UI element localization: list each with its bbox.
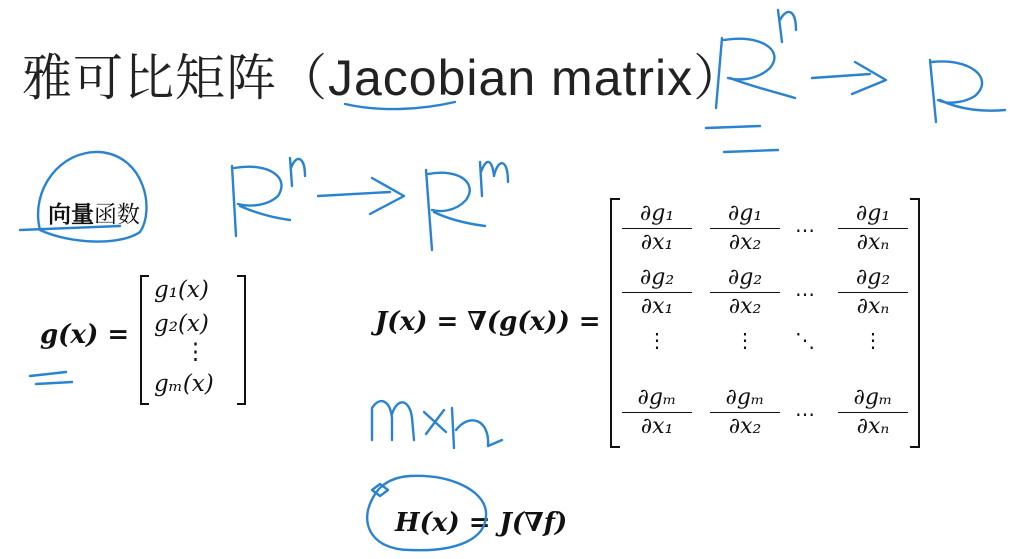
entry-m-1: $\frac{\text{∂gₘ}}{\text{∂x₁}}$ — [622, 384, 692, 441]
g-entry-2: g₂(x) — [154, 311, 209, 337]
entry-m-2: $\frac{\text{∂gₘ}}{\text{∂x₂}}$ — [710, 384, 780, 441]
section-label — [48, 196, 140, 229]
row1-hdots: ⋯ — [795, 218, 815, 242]
entry-2-2: $\frac{\text{∂g₂}}{\text{∂x₂}}$ — [710, 264, 780, 321]
coln-vdots: ⋮ — [863, 328, 883, 352]
left-bracket — [610, 198, 620, 448]
ink-underline-g-1 — [30, 372, 66, 376]
ink-rn-to-r — [706, 10, 1005, 152]
ink-rn-to-rm — [232, 158, 508, 250]
section-label-rest: 函数 — [94, 202, 140, 228]
entry-2-1: $\frac{\text{∂g₂}}{\text{∂x₁}}$ — [622, 264, 692, 321]
jacobian-matrix — [610, 198, 920, 448]
g-entry-vdots: ⋮ — [184, 339, 207, 365]
ink-underline-g-2 — [36, 382, 72, 384]
title-chinese: 雅可比矩阵 — [22, 49, 277, 107]
hessian-definition: H(x) = J(∇f) — [395, 508, 568, 538]
col1-vdots: ⋮ — [647, 328, 667, 352]
ink-m-by-n — [372, 401, 502, 448]
entry-2-n: $\frac{\text{∂g₂}}{\text{∂xₙ}}$ — [838, 264, 908, 321]
right-bracket — [910, 198, 920, 448]
entry-m-n: $\frac{\text{∂gₘ}}{\text{∂xₙ}}$ — [838, 384, 908, 441]
g-entry-1: g₁(x) — [154, 277, 209, 303]
col2-vdots: ⋮ — [735, 328, 755, 352]
entry-1-2: $\frac{\text{∂g₁}}{\text{∂x₂}}$ — [710, 200, 780, 257]
page-title — [22, 38, 744, 110]
right-bracket — [237, 275, 246, 405]
diag-ddots: ⋱ — [795, 328, 815, 352]
g-definition-lhs: g(x) = — [40, 320, 130, 350]
section-label-bold: 向量 — [48, 202, 94, 228]
g-entry-m: gₘ(x) — [154, 371, 214, 397]
title-english: （Jacobian matrix） — [277, 50, 745, 106]
jacobian-definition-lhs: J(x) = ∇(g(x)) = — [375, 307, 601, 337]
ink-cursor-dot — [372, 484, 388, 496]
entry-1-1: $\frac{\text{∂g₁}}{\text{∂x₁}}$ — [622, 200, 692, 257]
left-bracket — [140, 275, 149, 405]
entry-1-n: $\frac{\text{∂g₁}}{\text{∂xₙ}}$ — [838, 200, 908, 257]
row2-hdots: ⋯ — [795, 282, 815, 306]
rowm-hdots: ⋯ — [795, 402, 815, 426]
g-vector — [140, 275, 246, 405]
